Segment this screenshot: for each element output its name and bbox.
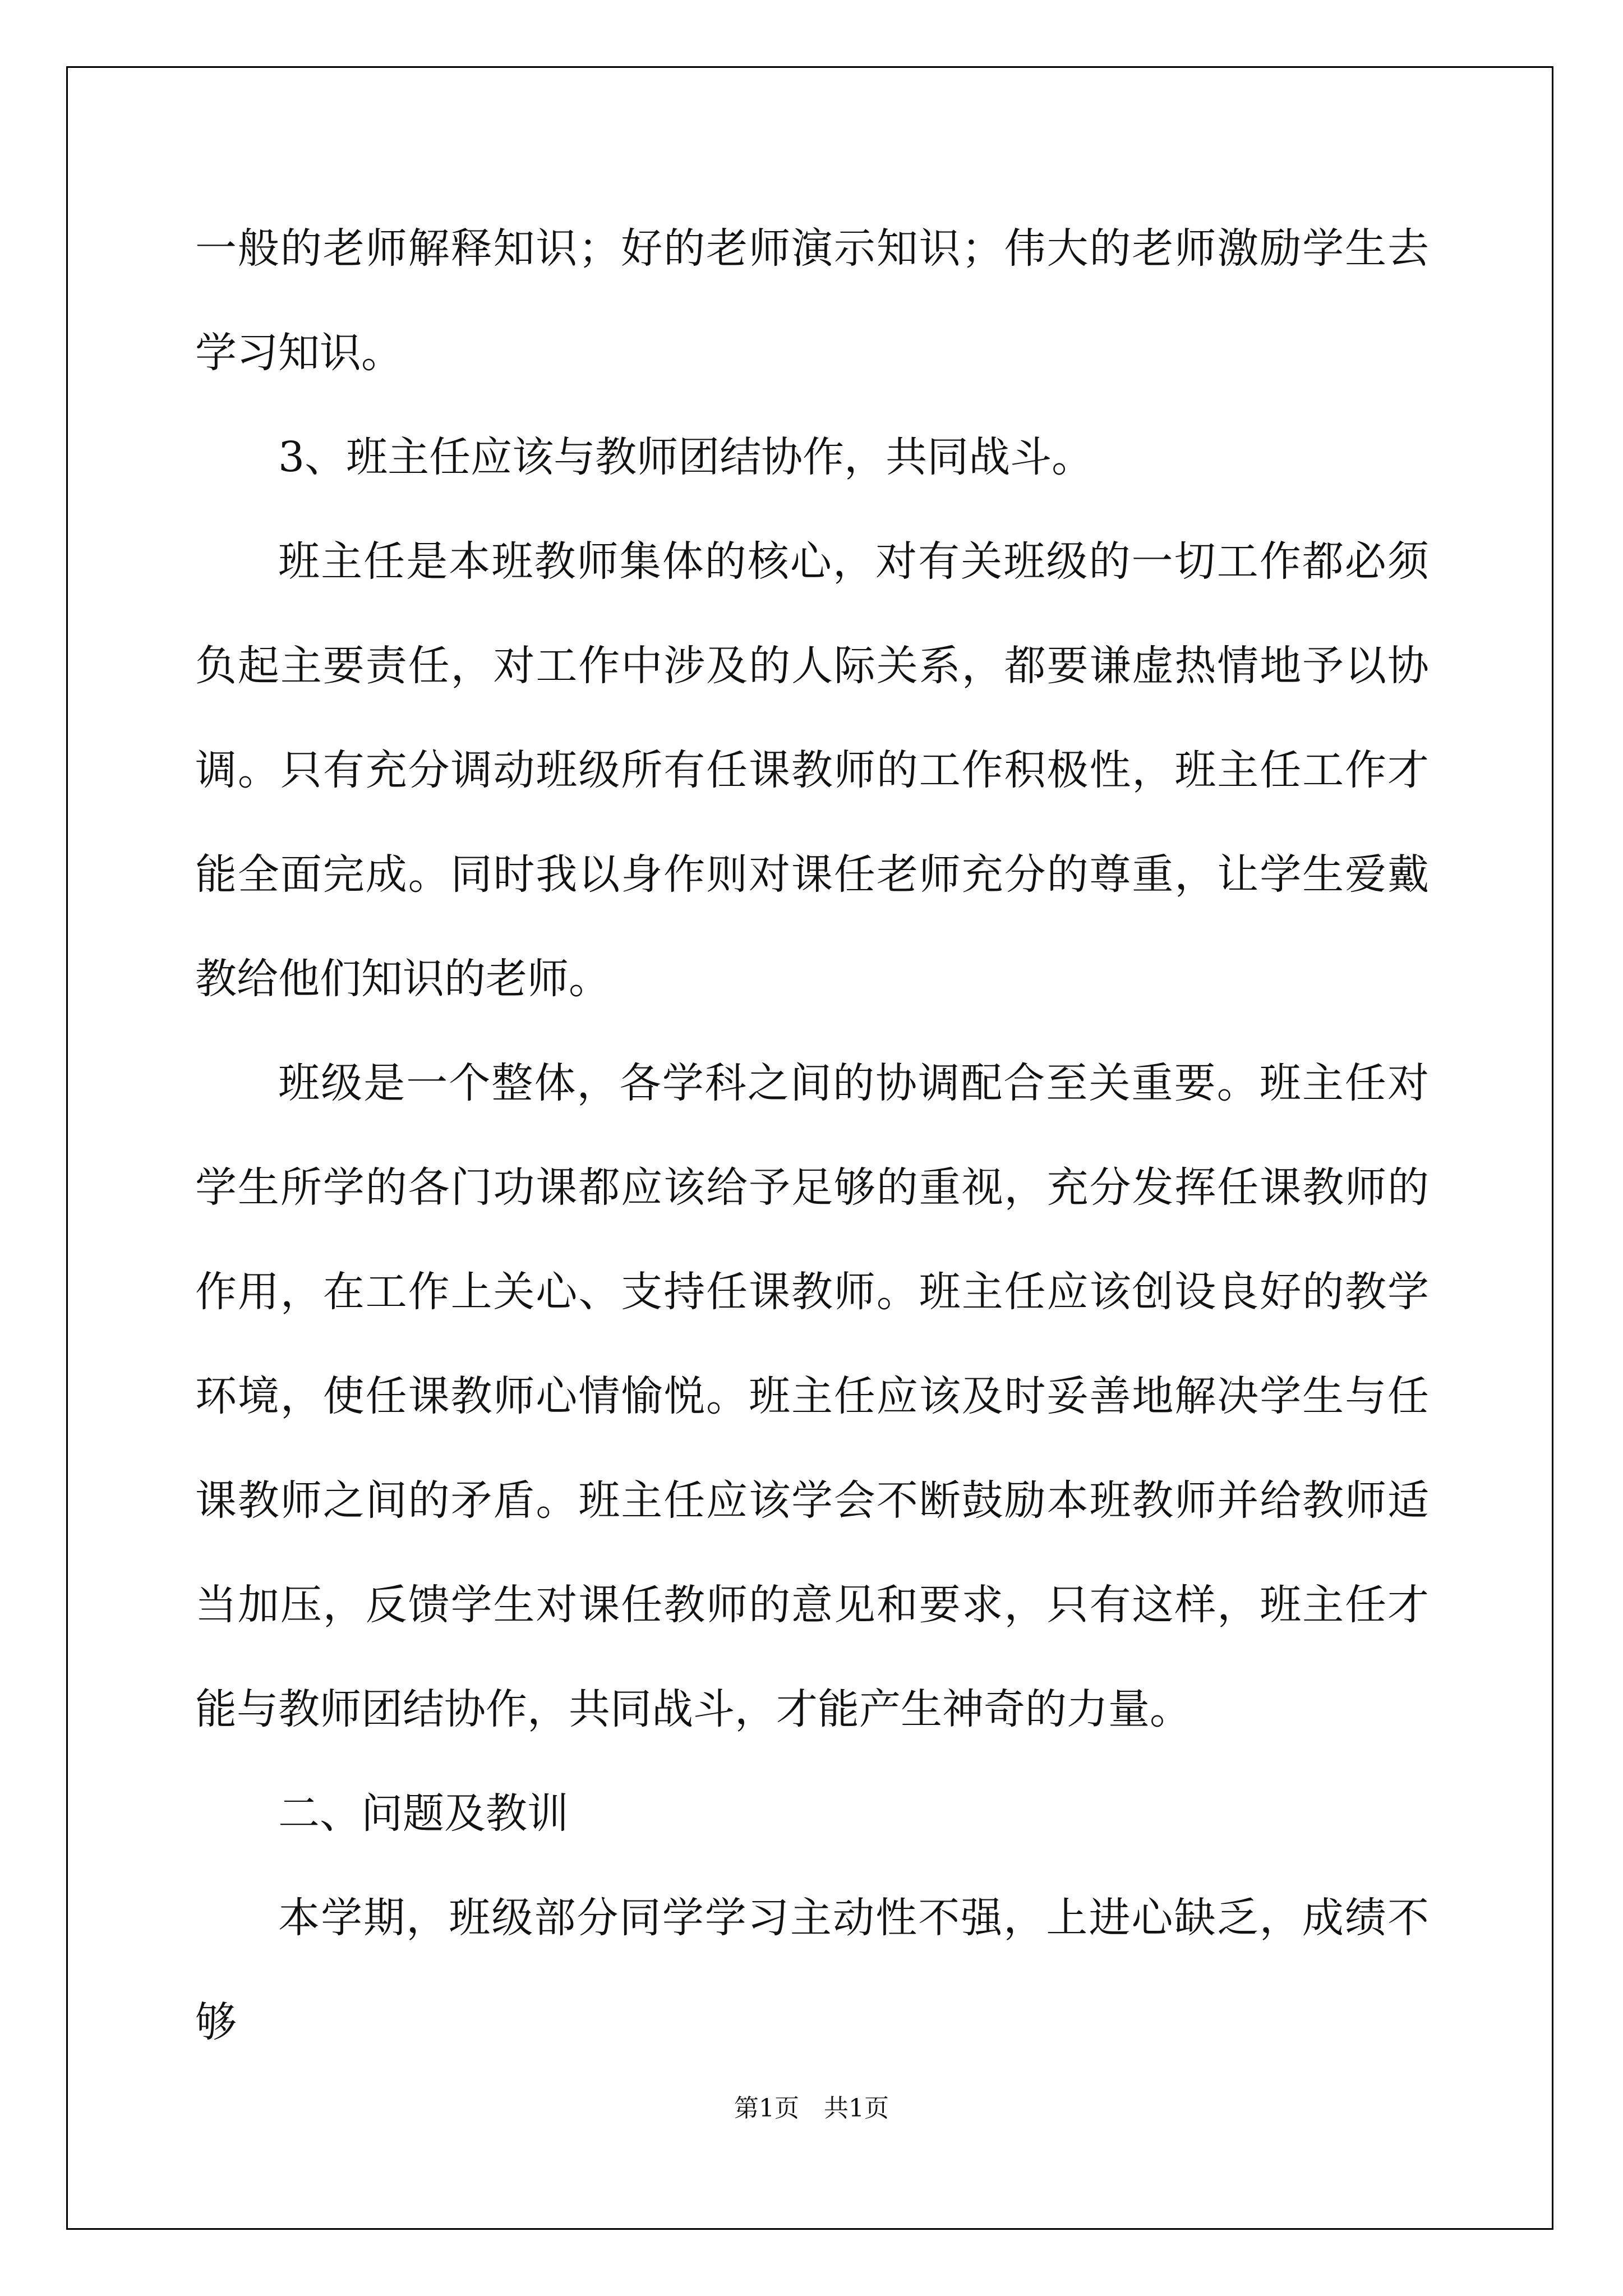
paragraph-6: 本学期，班级部分同学学习主动性不强，上进心缺乏，成绩不够	[195, 1894, 1429, 2046]
page-number-footer: 第1页 共1页	[734, 2094, 889, 2123]
paragraph-2: 3、班主任应该与教师团结协作，共同战斗。	[278, 433, 1094, 481]
paragraph-5: 二、问题及教训	[278, 1789, 569, 1838]
paragraph-4: 班级是一个整体，各学科之间的协调配合至关重要。班主任对学生所学的各门功课都应该给予足够的重视，充分发挥任课教师的作用，在工作上关心、支持任课教师。班主任应该创设良好的教学环境，使任课教师心情愉悦。班主任应该及时妥善地解决学生与任课教师之间的矛盾。班主任应该学会不断鼓励本班教师并给教师适当加压，反馈学生对课任教师的意见和要求，只有这样，班主任才能与教师团结协作，共同战斗，才能产生神奇的力量。	[195, 1059, 1429, 1733]
paragraph-3: 班主任是本班教师集体的核心，对有关班级的一切工作都必须负起主要责任，对工作中涉及的人际关系，都要谦虚热情地予以协调。只有充分调动班级所有任课教师的工作积极性，班主任工作才能全面完成。同时我以身作则对课任老师充分的尊重，让学生爱戴教给他们知识的老师。	[195, 537, 1429, 1003]
paragraph-1: 一般的老师解释知识；好的老师演示知识；伟大的老师激励学生去学习知识。	[195, 224, 1429, 377]
document-body	[195, 196, 1429, 2074]
